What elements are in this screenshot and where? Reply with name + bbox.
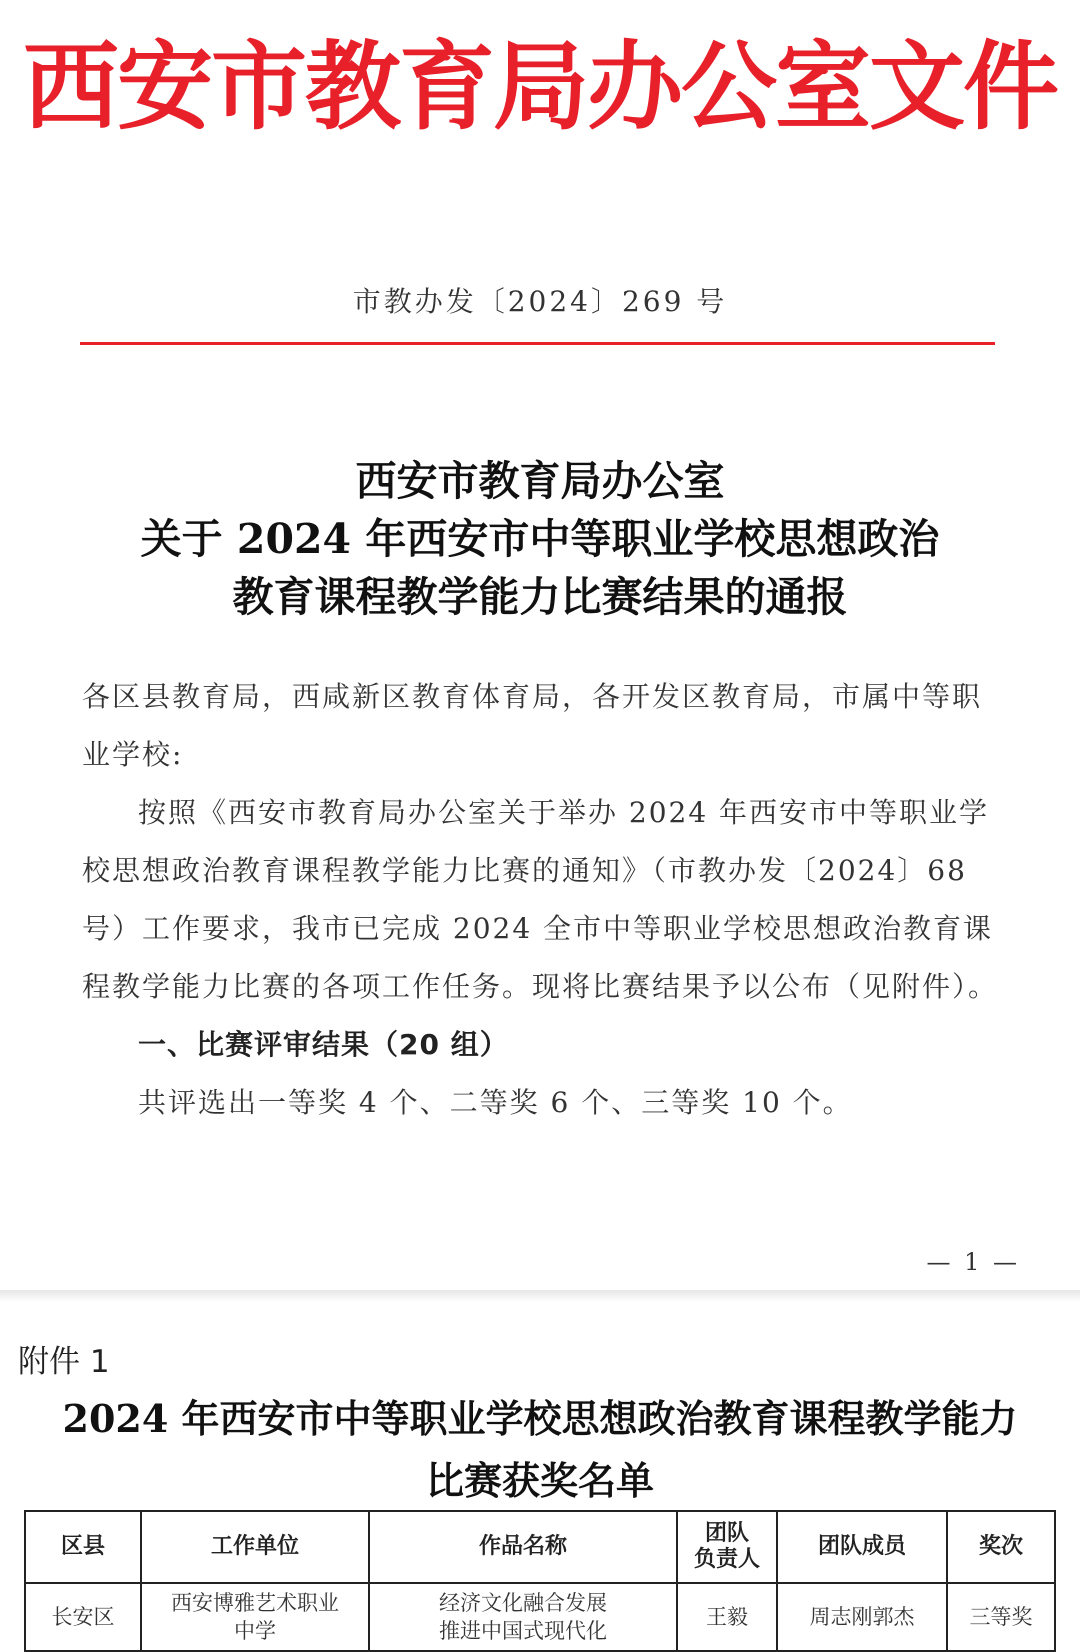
header-unit: 工作单位 <box>141 1511 369 1583</box>
cell-work <box>369 1583 677 1651</box>
cell-work-line-2: 推进中国式现代化 <box>439 1619 607 1643</box>
title-line-2: 关于 2024 年西安市中等职业学校思想政治 <box>140 515 940 563</box>
document-body <box>82 668 1004 1132</box>
header-leader-line-1: 团队 <box>704 1521 749 1546</box>
attachment-title-line-1: 2024 年西安市中等职业学校思想政治教育课程教学能力 <box>62 1396 1018 1441</box>
cell-work-line-1: 经济文化融合发展 <box>439 1591 607 1615</box>
attachment-title <box>0 1388 1080 1512</box>
cell-members: 周志刚郭杰 <box>777 1583 947 1651</box>
cell-unit-line-2: 中学 <box>234 1619 276 1643</box>
red-divider <box>80 342 995 345</box>
cell-unit-line-1: 西安博雅艺术职业 <box>171 1591 339 1615</box>
section-text-1: 共评选出一等奖 4 个、二等奖 6 个、三等奖 10 个。 <box>138 1086 853 1119</box>
attachment-title-line-2: 比赛获奖名单 <box>425 1458 654 1503</box>
table-header-row <box>25 1511 1055 1583</box>
cell-leader: 王毅 <box>677 1583 777 1651</box>
paragraph-1: 按照《西安市教育局办公室关于举办 2024 年西安市中等职业学校思想政治教育课程教学能力比赛的通知》（市教办发〔2024〕68 号）工作要求，我市已完成 2024 全市中等职业学校思想政治教育课程教学能力比赛的各项工作任务。现将比赛结果予以公布（见附件）。 <box>82 796 999 1003</box>
cell-unit <box>141 1583 369 1651</box>
header-award: 奖次 <box>947 1511 1055 1583</box>
title-line-3: 教育课程教学能力比赛结果的通报 <box>232 573 848 621</box>
cell-award: 三等奖 <box>947 1583 1055 1651</box>
attachment-label: 附件 1 <box>18 1344 110 1380</box>
header-leader <box>677 1511 777 1583</box>
cell-district: 长安区 <box>25 1583 141 1651</box>
title-line-1: 西安市教育局办公室 <box>355 457 725 505</box>
header-leader-line-2: 负责人 <box>693 1547 760 1572</box>
page-number: — 1 — <box>926 1248 1020 1276</box>
table-row <box>25 1583 1055 1651</box>
addressee: 各区县教育局，西咸新区教育体育局，各开发区教育局，市属中等职业学校: <box>82 680 983 771</box>
header-work: 作品名称 <box>369 1511 677 1583</box>
document-title <box>0 452 1080 626</box>
page-separator <box>0 1290 1080 1302</box>
document-number: 市教办发〔2024〕269 号 <box>352 285 728 318</box>
section-heading-1: 一、比赛评审结果（20 组） <box>138 1028 509 1061</box>
issuer-header: 西安市教育局办公室文件 <box>23 31 1057 143</box>
header-district: 区县 <box>25 1511 141 1583</box>
header-members: 团队成员 <box>777 1511 947 1583</box>
award-table <box>24 1510 1056 1652</box>
